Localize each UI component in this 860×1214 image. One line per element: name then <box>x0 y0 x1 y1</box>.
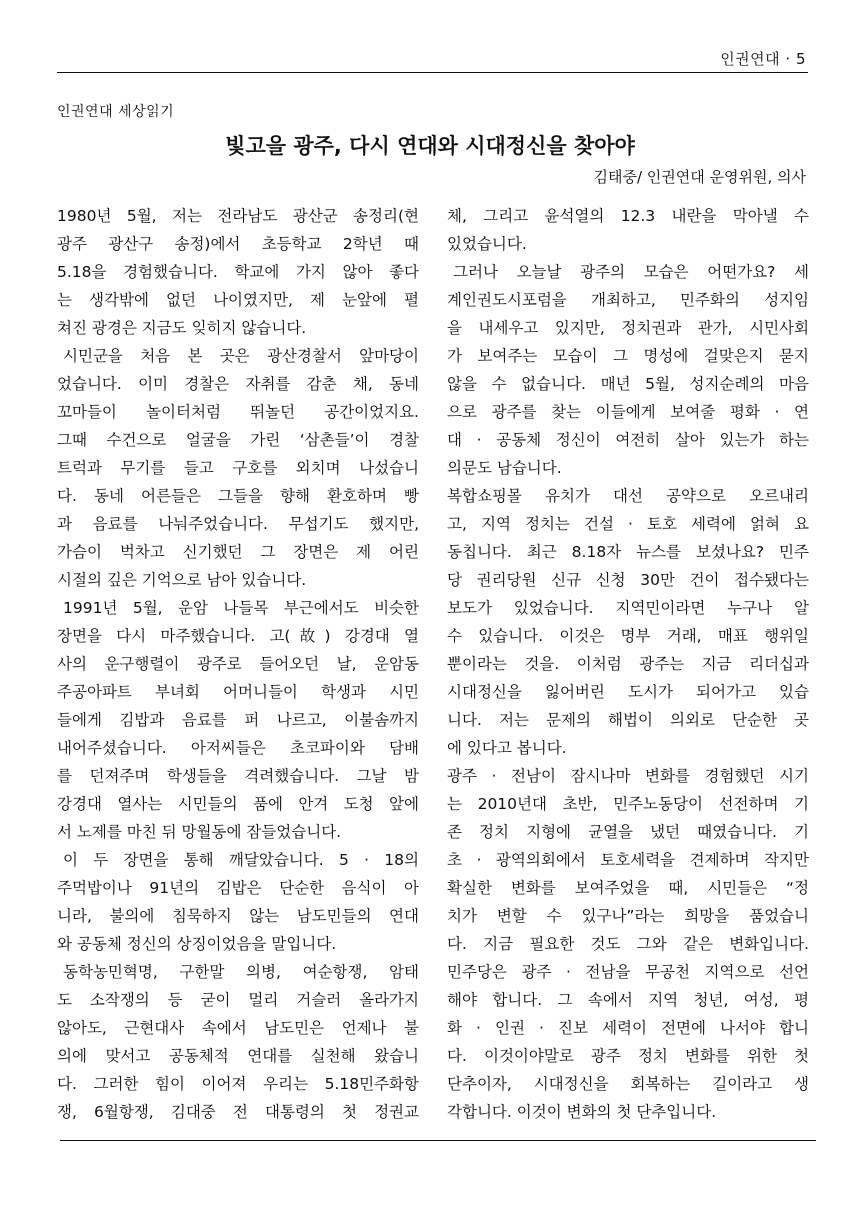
text-line: 을 내세우고 있지만, 정치권과 관가, 시민사회 <box>447 319 809 337</box>
text-line: 다. 동네 어른들은 그들을 향해 환호하며 빵 <box>57 487 419 505</box>
text-line: 시절의 깊은 기억으로 남아 있습니다. <box>57 571 307 589</box>
text-line: 존 정치 지형에 균열을 냈던 때였습니다. 기 <box>447 823 809 841</box>
text-line: 도 소작쟁의 등 굳이 멀리 거슬러 올라가지 <box>57 991 419 1009</box>
text-line: 트럭과 무기를 들고 구호를 외치며 나섰습니 <box>57 459 419 477</box>
text-line: 보도가 있었습니다. 지역민이라면 누구나 알 <box>447 599 809 617</box>
text-line: 와 공동체 정신의 상징이었음을 말입니다. <box>57 935 337 953</box>
text-line: 장면을 다시 마주했습니다. 고(故) 강경대 열 <box>57 627 419 645</box>
text-line: 해야 합니다. 그 속에서 지역 청년, 여성, 평 <box>447 991 809 1009</box>
text-line: 대 · 공동체 정신이 여전히 살아 있는가 하는 <box>447 431 809 449</box>
text-line: 체, 그리고 윤석열의 12.3 내란을 막아낼 수 <box>447 207 809 225</box>
text-line: 니라, 불의에 침묵하지 않는 남도민들의 연대 <box>57 907 419 925</box>
text-line: 다. 이것이야말로 광주 정치 변화를 위한 첫 <box>447 1047 809 1065</box>
text-line: 그러나 오늘날 광주의 모습은 어떤가요? 세 <box>453 263 809 281</box>
text-line: 들에게 김밥과 음료를 퍼 나르고, 이불솜까지 <box>57 711 419 729</box>
text-line: 시대정신을 잃어버린 도시가 되어가고 있습 <box>447 683 809 701</box>
text-line: 고, 지역 정치는 건설 · 토호 세력에 얽혀 요 <box>447 515 809 533</box>
text-line: 초 · 광역의회에서 토호세력을 견제하며 작지만 <box>447 851 809 869</box>
header-rule <box>57 72 808 73</box>
text-line: 화 · 인권 · 진보 세력이 전면에 나서야 합니 <box>447 1019 809 1037</box>
byline: 김태중/ 인권연대 운영위원, 의사 <box>593 168 806 186</box>
text-line: 쳐진 광경은 지금도 잊히지 않습니다. <box>57 319 307 337</box>
text-line: 는 2010년대 초반, 민주노동당이 선전하며 기 <box>447 795 809 813</box>
text-line: 있었습니다. <box>447 235 527 253</box>
text-line: 않아도, 근현대사 속에서 남도민은 언제나 불 <box>57 1019 419 1037</box>
text-line: 에 있다고 봅니다. <box>447 739 567 757</box>
text-line: 수 있습니다. 이것은 명부 거래, 매표 행위일 <box>447 627 809 645</box>
text-line: 꼬마들이 놀이터처럼 뛰놀던 공간이었지요. <box>57 403 419 421</box>
text-line: 시민군을 처음 본 곳은 광산경찰서 앞마당이 <box>63 347 419 365</box>
text-line: 당 권리당원 신규 신청 30만 건이 접수됐다는 <box>447 571 809 589</box>
body-column-right <box>447 202 809 1126</box>
text-line: 복합쇼핑몰 유치가 대선 공약으로 오르내리 <box>447 487 809 505</box>
text-line: 계인권도시포럼을 개최하고, 민주화의 성지임 <box>447 291 809 309</box>
text-line: 으로 광주를 찾는 이들에게 보여줄 평화 · 연 <box>447 403 809 421</box>
text-line: 서 노제를 마친 뒤 망월동에 잠들었습니다. <box>57 823 342 841</box>
text-line: 과 음료를 나눠주었습니다. 무섭기도 했지만, <box>57 515 419 533</box>
text-line: 1980년 5월, 저는 전라남도 광산군 송정리(현 <box>57 207 419 225</box>
text-line: 광주 광산구 송정)에서 초등학교 2학년 때 <box>57 235 419 253</box>
text-line: 동칩니다. 최근 8.18자 뉴스를 보셨나요? 민주 <box>447 543 809 561</box>
text-line: 가슴이 벅차고 신기했던 그 장면은 제 어린 <box>57 543 419 561</box>
text-line: 치가 변할 수 있구나”라는 희망을 품었습니 <box>447 907 809 925</box>
text-line: 뿐이라는 것을. 이처럼 광주는 지금 리더십과 <box>447 655 809 673</box>
text-line: 사의 운구행렬이 광주로 들어오던 날, 운암동 <box>57 655 419 673</box>
text-line: 강경대 열사는 시민들의 품에 안겨 도청 앞에 <box>57 795 419 813</box>
text-line: 쟁, 6월항쟁, 김대중 전 대통령의 첫 정권교 <box>57 1103 419 1121</box>
footer-rule <box>60 1140 816 1141</box>
text-line: 않을 수 없습니다. 매년 5월, 성지순례의 마음 <box>447 375 809 393</box>
column-title: 인권연대 세상읽기 <box>57 104 175 120</box>
text-line: 는 생각밖에 없던 나이였지만, 제 눈앞에 펼 <box>57 291 419 309</box>
text-line: 가 보여주는 모습이 그 명성에 걸맞은지 묻지 <box>447 347 809 365</box>
text-line: 민주당은 광주 · 전남을 무공천 지역으로 선언 <box>447 963 809 981</box>
text-line: 단추이자, 시대정신을 회복하는 길이라고 생 <box>447 1075 809 1093</box>
text-line: 니다. 저는 문제의 해법이 의외로 단순한 곳 <box>447 711 809 729</box>
text-line: 었습니다. 이미 경찰은 자취를 감춘 채, 동네 <box>57 375 419 393</box>
text-line: 각합니다. 이것이 변화의 첫 단추입니다. <box>447 1103 717 1121</box>
text-line: 다. 그러한 힘이 이어져 우리는 5.18민주화항 <box>57 1075 419 1093</box>
text-line: 5.18을 경험했습니다. 학교에 가지 않아 좋다 <box>57 263 419 281</box>
text-line: 1991년 5월, 운암 나들목 부근에서도 비슷한 <box>63 599 419 617</box>
text-line: 동학농민혁명, 구한말 의병, 여순항쟁, 암태 <box>63 963 419 981</box>
text-line: 광주 · 전남이 잠시나마 변화를 경험했던 시기 <box>447 767 809 785</box>
text-line: 내어주셨습니다. 아저씨들은 초코파이와 담배 <box>57 739 419 757</box>
text-line: 그때 수건으로 얼굴을 가린 ‘삼촌들’이 경찰 <box>57 431 419 449</box>
text-line: 주먹밥이나 91년의 김밥은 단순한 음식이 아 <box>57 879 419 897</box>
text-line: 다. 지금 필요한 것도 그와 같은 변화입니다. <box>447 935 809 953</box>
text-line: 의에 맞서고 공동체적 연대를 실천해 왔습니 <box>57 1047 419 1065</box>
text-line: 주공아파트 부녀회 어머니들이 학생과 시민 <box>57 683 419 701</box>
text-line: 확실한 변화를 보여주었을 때, 시민들은 “정 <box>447 879 809 897</box>
text-line: 의문도 남습니다. <box>447 459 562 477</box>
text-line: 를 던져주며 학생들을 격려했습니다. 그날 밤 <box>57 767 419 785</box>
text-line: 이 두 장면을 통해 깨달았습니다. 5 · 18의 <box>63 851 419 869</box>
article-title: 빛고을 광주, 다시 연대와 시대정신을 찾아야 <box>225 134 635 158</box>
body-column-left <box>57 202 419 1126</box>
running-head: 인권연대 · 5 <box>720 50 806 68</box>
